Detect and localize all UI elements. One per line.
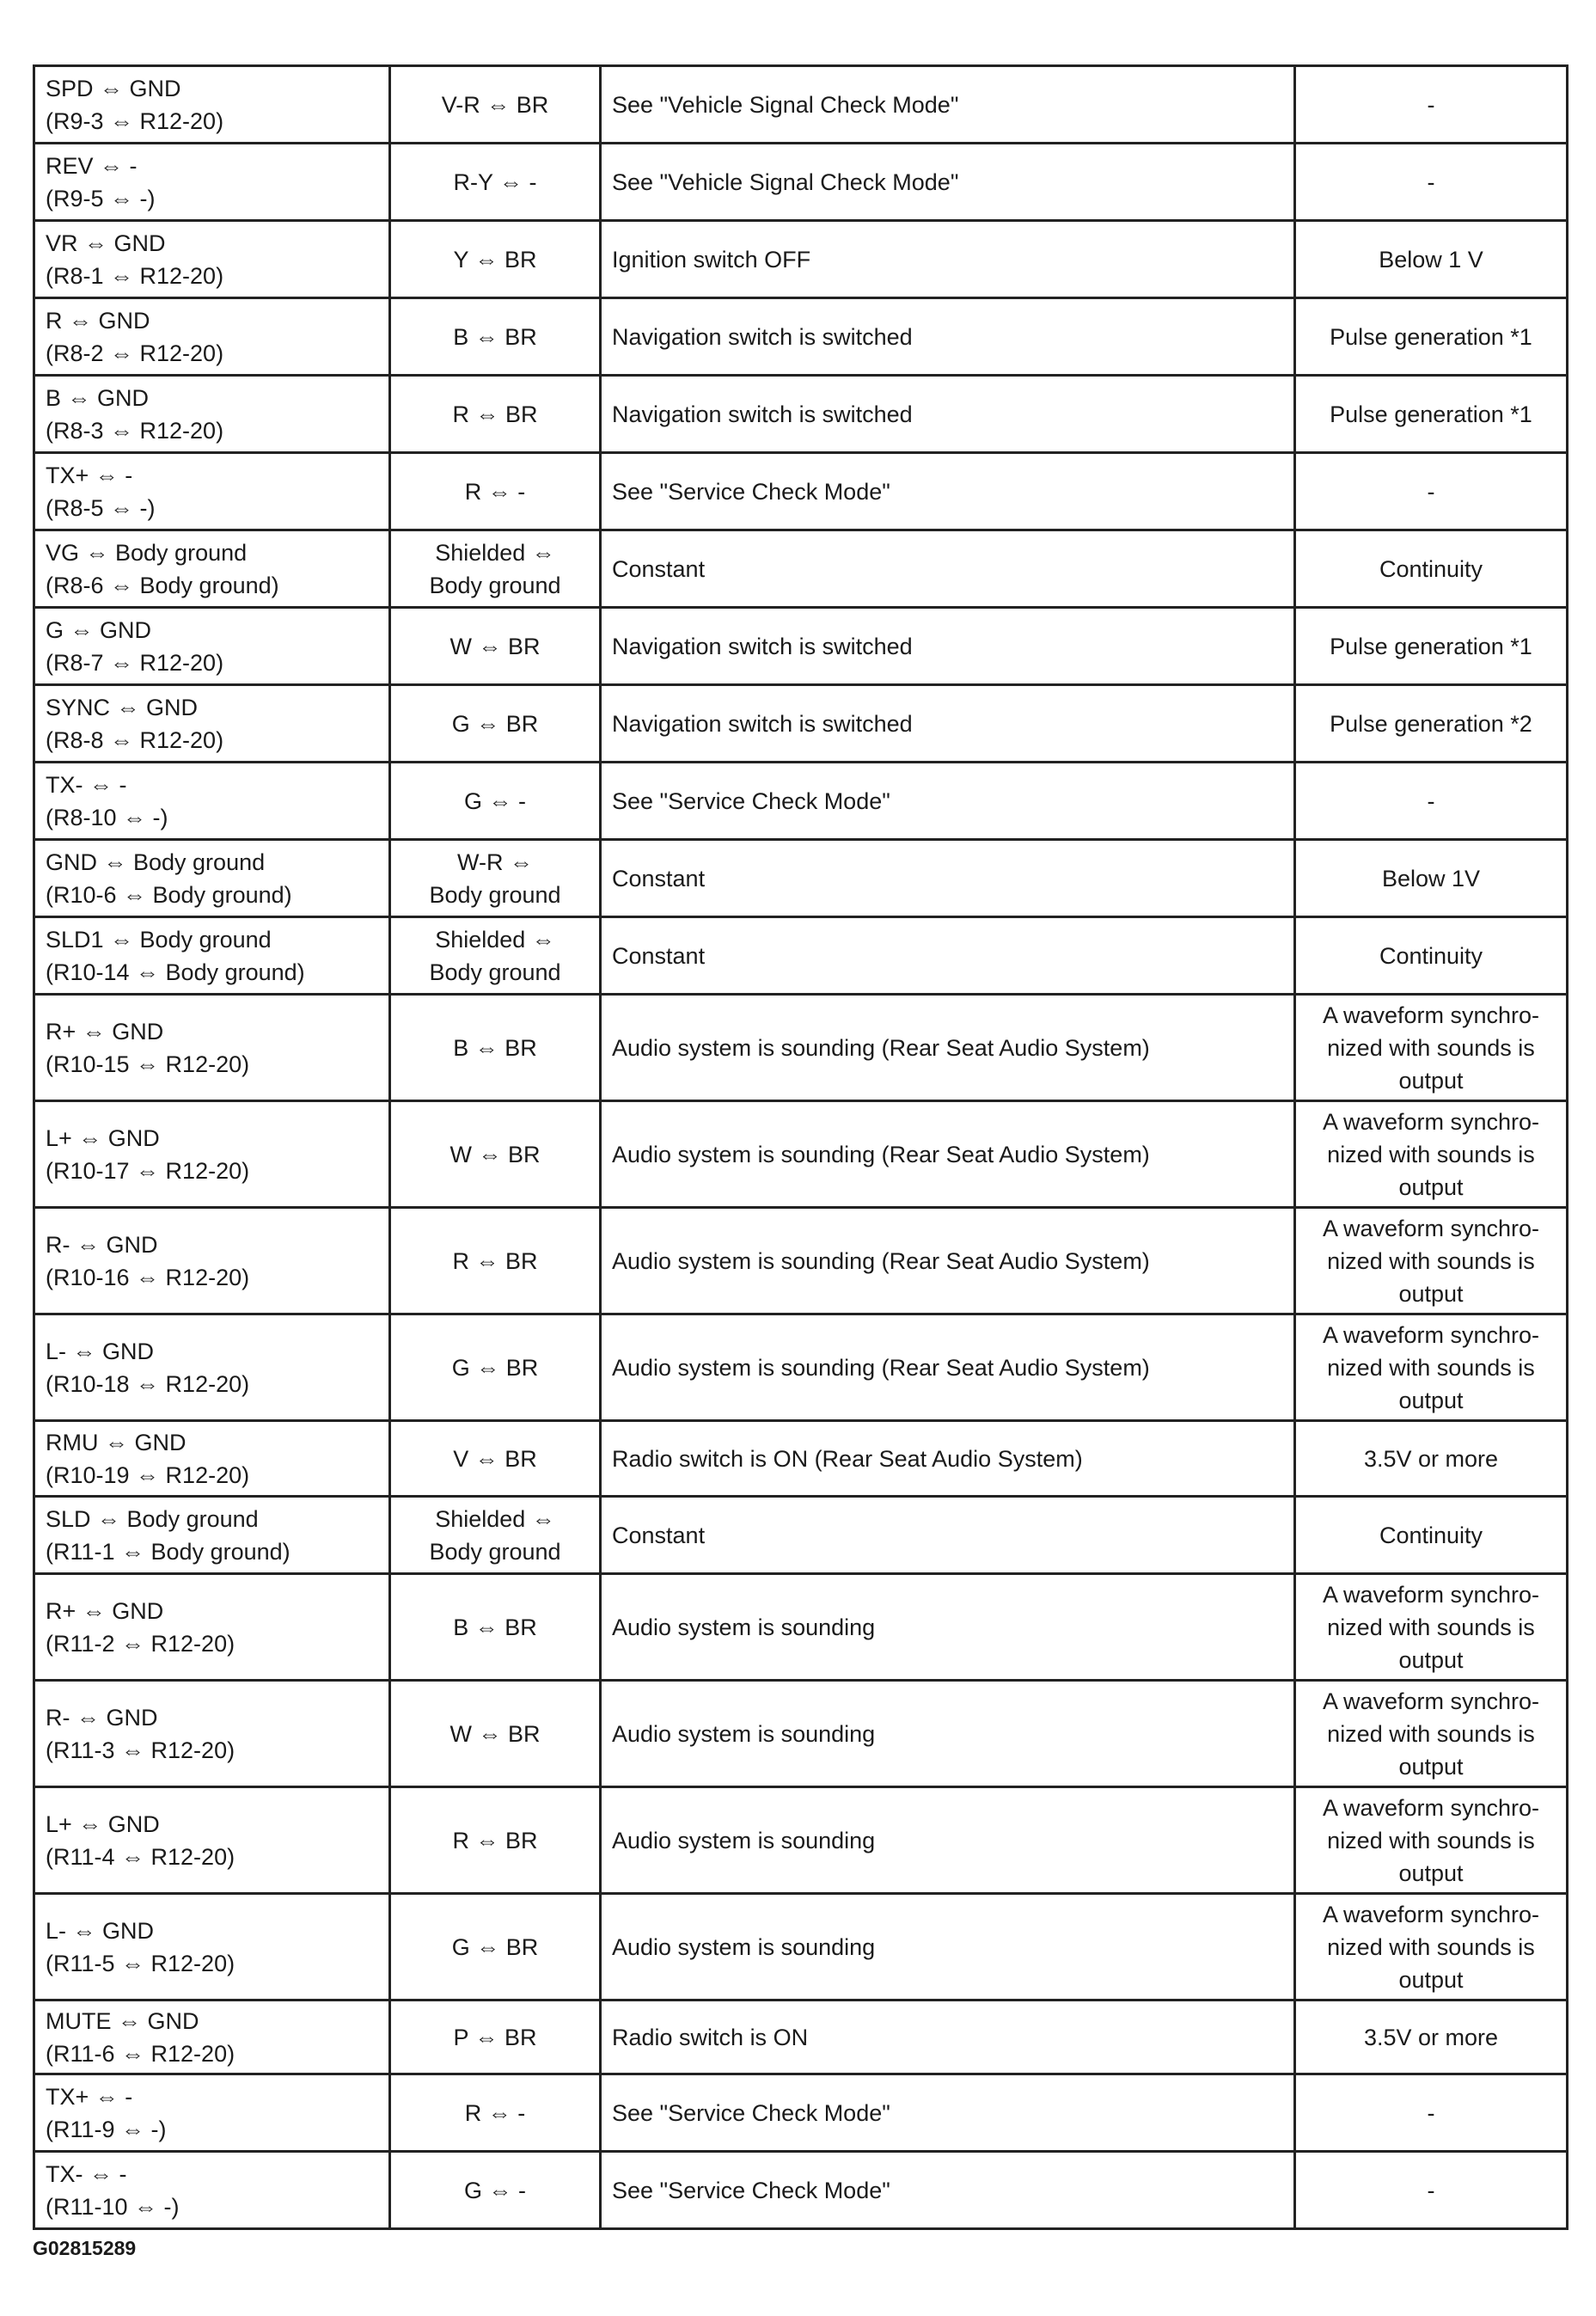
terminal-cell-line: REV ⇔ - (46, 152, 138, 179)
wiring-color-cell (390, 144, 601, 221)
wiring-color-cell (390, 763, 601, 840)
specified-condition-cell (1295, 1574, 1568, 1681)
condition-cell-line: Audio system is sounding (Rear Seat Audio System) (612, 1354, 1150, 1381)
terminal-cell (34, 608, 390, 685)
condition-cell-line: Audio system is sounding (612, 1614, 876, 1640)
specified-condition-cell-line: output (1398, 1753, 1464, 1780)
specified-condition-cell (1295, 221, 1568, 298)
terminal-cell-line: SYNC ⇔ GND (46, 694, 199, 720)
wiring-color-cell (390, 1787, 601, 1894)
terminal-cell (34, 2000, 390, 2074)
condition-cell-line: See "Service Check Mode" (612, 478, 890, 505)
specified-condition-cell-line: - (1427, 91, 1435, 118)
terminal-cell (34, 1787, 390, 1894)
specified-condition-cell-line: Below 1V (1381, 865, 1481, 891)
wiring-color-cell (390, 917, 601, 995)
specified-condition-cell (1295, 685, 1568, 763)
table-row (34, 2000, 1568, 2074)
terminal-cell-line: G ⇔ GND (46, 616, 152, 643)
wiring-color-cell-line: Shielded ⇔ (435, 1505, 555, 1532)
specified-condition-cell-line: Pulse generation *1 (1330, 633, 1532, 659)
terminal-cell-line: L- ⇔ GND (46, 1338, 155, 1364)
terminal-cell-line: (R10-16 ⇔ R12-20) (46, 1264, 250, 1290)
specified-condition-cell-line: output (1398, 1966, 1464, 1993)
terminal-cell-line: B ⇔ GND (46, 384, 150, 411)
table-row (34, 763, 1568, 840)
figure-code: G02815289 (33, 2237, 137, 2259)
specified-condition-cell-line: output (1398, 1280, 1464, 1307)
terminal-cell (34, 685, 390, 763)
wiring-color-cell (390, 840, 601, 917)
wiring-color-cell-line: V ⇔ BR (453, 1445, 537, 1472)
specified-condition-cell (1295, 376, 1568, 453)
wiring-color-cell-line: W ⇔ BR (449, 1720, 541, 1747)
wiring-color-cell (390, 298, 601, 376)
wiring-color-cell (390, 376, 601, 453)
specified-condition-cell (1295, 917, 1568, 995)
wiring-color-cell-line: G ⇔ - (464, 787, 526, 814)
wiring-color-cell-line: R ⇔ BR (452, 1827, 538, 1853)
wiring-color-cell-line: G ⇔ BR (451, 710, 539, 737)
terminal-cell-line: SLD1 ⇔ Body ground (46, 926, 272, 953)
terminal-cell-line: (R11-6 ⇔ R12-20) (46, 2040, 235, 2067)
condition-cell (601, 1314, 1295, 1421)
terminal-cell-line: L+ ⇔ GND (46, 1124, 160, 1151)
condition-cell-line: Audio system is sounding (Rear Seat Audio System) (612, 1141, 1150, 1167)
specified-condition-cell-line: Pulse generation *1 (1330, 323, 1532, 350)
wiring-color-cell (390, 1421, 601, 1497)
wiring-color-cell (390, 1574, 601, 1681)
specified-condition-cell-line: A waveform synchro- (1322, 1688, 1540, 1714)
terminal-cell-line: R+ ⇔ GND (46, 1597, 164, 1624)
terminal-cell-line: (R8-6 ⇔ Body ground) (46, 572, 279, 598)
table-row (34, 1894, 1568, 2000)
terminal-cell-line: (R8-2 ⇔ R12-20) (46, 340, 224, 366)
table-row (34, 1497, 1568, 1574)
wiring-color-cell-line: W ⇔ BR (449, 1141, 541, 1167)
terminal-cell-line: (R8-10 ⇔ -) (46, 804, 168, 830)
terminal-cell (34, 1574, 390, 1681)
specified-condition-cell-line: A waveform synchro- (1322, 1901, 1540, 1927)
condition-cell-line: Navigation switch is switched (612, 401, 913, 427)
terminal-cell-line: RMU ⇔ GND (46, 1429, 187, 1455)
condition-cell (601, 840, 1295, 917)
terminal-cell-line: (R10-18 ⇔ R12-20) (46, 1370, 250, 1397)
table-row (34, 2152, 1568, 2229)
terminal-cell-line: (R10-17 ⇔ R12-20) (46, 1157, 250, 1184)
wiring-color-cell-line: R ⇔ BR (452, 1247, 538, 1274)
condition-cell (601, 298, 1295, 376)
condition-cell (601, 995, 1295, 1101)
wiring-color-cell-line: Shielded ⇔ (435, 926, 555, 953)
condition-cell-line: Audio system is sounding (Rear Seat Audio System) (612, 1247, 1150, 1274)
specified-condition-cell-line: nized with sounds is (1327, 1720, 1535, 1747)
condition-cell-line: Constant (612, 942, 706, 969)
table-row (34, 1314, 1568, 1421)
condition-cell-line: See "Service Check Mode" (612, 2099, 890, 2126)
specified-condition-cell-line: nized with sounds is (1327, 1614, 1535, 1640)
terminal-cell (34, 763, 390, 840)
condition-cell (601, 144, 1295, 221)
wiring-color-cell (390, 685, 601, 763)
condition-cell (601, 1421, 1295, 1497)
specified-condition-cell (1295, 144, 1568, 221)
specified-condition-cell-line: nized with sounds is (1327, 1354, 1535, 1381)
terminal-cell-line: (R10-19 ⇔ R12-20) (46, 1461, 250, 1488)
specified-condition-cell-line: Pulse generation *1 (1330, 401, 1532, 427)
wiring-color-cell (390, 221, 601, 298)
wiring-color-cell (390, 530, 601, 608)
wiring-color-cell (390, 66, 601, 144)
wiring-color-cell-line: Y ⇔ BR (453, 246, 537, 273)
wiring-color-cell-line: B ⇔ BR (453, 1614, 537, 1640)
specified-condition-cell-line: - (1427, 2177, 1435, 2203)
condition-cell-line: See "Vehicle Signal Check Mode" (612, 168, 959, 195)
table-row (34, 1681, 1568, 1787)
terminal-spec-sheet (33, 64, 1568, 2230)
table-row (34, 685, 1568, 763)
terminal-cell (34, 1101, 390, 1208)
terminal-cell (34, 995, 390, 1101)
terminal-cell (34, 1208, 390, 1314)
terminal-cell (34, 1894, 390, 2000)
specified-condition-cell (1295, 1208, 1568, 1314)
condition-cell (601, 1101, 1295, 1208)
specified-condition-cell-line: nized with sounds is (1327, 1933, 1535, 1960)
condition-cell (601, 763, 1295, 840)
specified-condition-cell (1295, 1101, 1568, 1208)
specified-condition-cell-line: output (1398, 1860, 1464, 1886)
terminal-cell-line: (R11-1 ⇔ Body ground) (46, 1538, 290, 1565)
wiring-color-cell-line: Body ground (429, 1538, 561, 1565)
condition-cell (601, 221, 1295, 298)
terminal-cell (34, 66, 390, 144)
table-row (34, 530, 1568, 608)
specified-condition-cell-line: nized with sounds is (1327, 1827, 1535, 1853)
terminal-spec-table-body (34, 66, 1568, 2229)
terminal-cell (34, 221, 390, 298)
wiring-color-cell (390, 995, 601, 1101)
wiring-color-cell-line: P ⇔ BR (453, 2024, 537, 2050)
terminal-cell-line: (R9-3 ⇔ R12-20) (46, 107, 224, 134)
terminal-cell-line: MUTE ⇔ GND (46, 2007, 199, 2034)
specified-condition-cell (1295, 2152, 1568, 2229)
condition-cell (601, 1787, 1295, 1894)
specified-condition-cell-line: nized with sounds is (1327, 1247, 1535, 1274)
specified-condition-cell (1295, 995, 1568, 1101)
condition-cell (601, 66, 1295, 144)
terminal-cell (34, 1497, 390, 1574)
table-row (34, 1574, 1568, 1681)
wiring-color-cell (390, 2152, 601, 2229)
condition-cell-line: Constant (612, 1522, 706, 1548)
condition-cell-line: Navigation switch is switched (612, 633, 913, 659)
specified-condition-cell-line: A waveform synchro- (1322, 1108, 1540, 1135)
table-row (34, 608, 1568, 685)
specified-condition-cell (1295, 530, 1568, 608)
condition-cell-line: Navigation switch is switched (612, 323, 913, 350)
specified-condition-cell-line: - (1427, 787, 1435, 814)
terminal-cell (34, 376, 390, 453)
condition-cell-line: Radio switch is ON (612, 2024, 809, 2050)
wiring-color-cell-line: W ⇔ BR (449, 633, 541, 659)
specified-condition-cell (1295, 1314, 1568, 1421)
specified-condition-cell-line: 3.5V or more (1363, 1445, 1499, 1472)
specified-condition-cell-line: Continuity (1379, 1522, 1483, 1548)
terminal-cell-line: TX+ ⇔ - (46, 462, 133, 488)
specified-condition-cell-line: A waveform synchro- (1322, 1002, 1540, 1028)
terminal-cell-line: (R10-15 ⇔ R12-20) (46, 1051, 250, 1077)
terminal-cell-line: R+ ⇔ GND (46, 1018, 164, 1045)
specified-condition-cell-line: 3.5V or more (1363, 2024, 1499, 2050)
terminal-cell (34, 2152, 390, 2229)
table-row (34, 917, 1568, 995)
specified-condition-cell (1295, 298, 1568, 376)
wiring-color-cell (390, 453, 601, 530)
table-row (34, 1101, 1568, 1208)
condition-cell (601, 685, 1295, 763)
specified-condition-cell (1295, 66, 1568, 144)
terminal-cell (34, 1314, 390, 1421)
specified-condition-cell-line: A waveform synchro- (1322, 1794, 1540, 1821)
condition-cell (601, 2000, 1295, 2074)
condition-cell-line: Audio system is sounding (612, 1933, 876, 1960)
condition-cell-line: Navigation switch is switched (612, 710, 913, 737)
wiring-color-cell (390, 1497, 601, 1574)
terminal-cell-line: (R10-6 ⇔ Body ground) (46, 881, 292, 908)
specified-condition-cell (1295, 453, 1568, 530)
terminal-cell-line: (R8-3 ⇔ R12-20) (46, 417, 224, 444)
wiring-color-cell-line: R ⇔ - (464, 2099, 526, 2126)
specified-condition-cell-line: Pulse generation *2 (1330, 710, 1532, 737)
terminal-cell-line: L- ⇔ GND (46, 1917, 155, 1944)
table-row (34, 1208, 1568, 1314)
terminal-cell-line: (R8-5 ⇔ -) (46, 494, 156, 521)
condition-cell-line: Audio system is sounding (612, 1720, 876, 1747)
condition-cell (601, 1208, 1295, 1314)
table-row (34, 66, 1568, 144)
specified-condition-cell-line: output (1398, 1173, 1464, 1200)
condition-cell-line: Audio system is sounding (612, 1827, 876, 1853)
specified-condition-cell (1295, 2074, 1568, 2152)
wiring-color-cell-line: W-R ⇔ (457, 849, 533, 875)
specified-condition-cell-line: output (1398, 1067, 1464, 1094)
condition-cell (601, 1497, 1295, 1574)
specified-condition-cell-line: A waveform synchro- (1322, 1581, 1540, 1608)
terminal-cell (34, 530, 390, 608)
wiring-color-cell-line: G ⇔ BR (451, 1933, 539, 1960)
wiring-color-cell (390, 1101, 601, 1208)
table-row (34, 2074, 1568, 2152)
condition-cell (601, 2074, 1295, 2152)
terminal-cell (34, 917, 390, 995)
condition-cell-line: See "Service Check Mode" (612, 787, 890, 814)
specified-condition-cell-line: - (1427, 478, 1435, 505)
specified-condition-cell-line: - (1427, 2099, 1435, 2126)
condition-cell (601, 917, 1295, 995)
specified-condition-cell (1295, 1497, 1568, 1574)
wiring-color-cell-line: G ⇔ BR (451, 1354, 539, 1381)
wiring-color-cell-line: Body ground (429, 572, 561, 598)
terminal-cell (34, 1681, 390, 1787)
specified-condition-cell-line: A waveform synchro- (1322, 1215, 1540, 1241)
specified-condition-cell-line: A waveform synchro- (1322, 1321, 1540, 1348)
specified-condition-cell (1295, 1787, 1568, 1894)
specified-condition-cell-line: Below 1 V (1379, 246, 1483, 273)
terminal-cell (34, 453, 390, 530)
condition-cell (601, 530, 1295, 608)
terminal-cell-line: (R11-5 ⇔ R12-20) (46, 1950, 235, 1976)
terminal-cell-line: (R11-10 ⇔ -) (46, 2193, 180, 2220)
specified-condition-cell (1295, 840, 1568, 917)
condition-cell-line: Audio system is sounding (Rear Seat Audio System) (612, 1034, 1150, 1061)
wiring-color-cell (390, 608, 601, 685)
terminal-cell-line: (R11-9 ⇔ -) (46, 2116, 167, 2142)
terminal-cell (34, 144, 390, 221)
wiring-color-cell-line: G ⇔ - (464, 2177, 526, 2203)
terminal-cell-line: (R10-14 ⇔ Body ground) (46, 959, 305, 985)
wiring-color-cell-line: B ⇔ BR (453, 323, 537, 350)
terminal-spec-table (33, 64, 1568, 2230)
terminal-cell-line: (R11-2 ⇔ R12-20) (46, 1630, 235, 1657)
table-row (34, 840, 1568, 917)
terminal-cell-line: R ⇔ GND (46, 307, 150, 334)
condition-cell (601, 2152, 1295, 2229)
wiring-color-cell-line: R ⇔ - (464, 478, 526, 505)
specified-condition-cell-line: - (1427, 168, 1435, 195)
wiring-color-cell-line: V-R ⇔ BR (441, 91, 549, 118)
condition-cell-line: See "Service Check Mode" (612, 2177, 890, 2203)
wiring-color-cell (390, 2074, 601, 2152)
condition-cell-line: Ignition switch OFF (612, 246, 811, 273)
terminal-cell-line: GND ⇔ Body ground (46, 849, 266, 875)
condition-cell-line: Radio switch is ON (Rear Seat Audio System) (612, 1445, 1083, 1472)
terminal-cell (34, 2074, 390, 2152)
terminal-cell-line: (R11-4 ⇔ R12-20) (46, 1843, 235, 1870)
condition-cell-line: Constant (612, 555, 706, 582)
specified-condition-cell (1295, 1894, 1568, 2000)
terminal-cell-line: (R8-7 ⇔ R12-20) (46, 649, 224, 676)
specified-condition-cell (1295, 608, 1568, 685)
terminal-cell-line: R- ⇔ GND (46, 1231, 158, 1258)
specified-condition-cell-line: output (1398, 1387, 1464, 1413)
condition-cell-line: Constant (612, 865, 706, 891)
table-row (34, 1421, 1568, 1497)
specified-condition-cell (1295, 1421, 1568, 1497)
wiring-color-cell (390, 1208, 601, 1314)
terminal-cell-line: SLD ⇔ Body ground (46, 1505, 259, 1532)
table-row (34, 144, 1568, 221)
terminal-cell-line: R- ⇔ GND (46, 1704, 158, 1731)
wiring-color-cell (390, 1681, 601, 1787)
specified-condition-cell-line: output (1398, 1646, 1464, 1673)
specified-condition-cell (1295, 2000, 1568, 2074)
table-row (34, 453, 1568, 530)
wiring-color-cell-line: Shielded ⇔ (435, 539, 555, 566)
terminal-cell-line: VR ⇔ GND (46, 230, 166, 256)
condition-cell (601, 1681, 1295, 1787)
terminal-cell-line: TX- ⇔ - (46, 771, 127, 798)
table-row (34, 376, 1568, 453)
terminal-cell-line: L+ ⇔ GND (46, 1811, 160, 1837)
terminal-cell (34, 1421, 390, 1497)
condition-cell-line: See "Vehicle Signal Check Mode" (612, 91, 959, 118)
condition-cell (601, 608, 1295, 685)
terminal-cell-line: SPD ⇔ GND (46, 75, 181, 101)
table-row (34, 298, 1568, 376)
table-row (34, 221, 1568, 298)
condition-cell (601, 453, 1295, 530)
wiring-color-cell (390, 1314, 601, 1421)
terminal-cell-line: (R8-1 ⇔ R12-20) (46, 262, 224, 289)
terminal-cell-line: (R8-8 ⇔ R12-20) (46, 726, 224, 753)
terminal-cell-line: (R11-3 ⇔ R12-20) (46, 1737, 235, 1763)
terminal-cell-line: (R9-5 ⇔ -) (46, 185, 156, 211)
table-row (34, 995, 1568, 1101)
wiring-color-cell (390, 1894, 601, 2000)
wiring-color-cell-line: R ⇔ BR (452, 401, 538, 427)
condition-cell (601, 1574, 1295, 1681)
terminal-cell-line: TX+ ⇔ - (46, 2083, 133, 2110)
specified-condition-cell-line: nized with sounds is (1327, 1034, 1535, 1061)
specified-condition-cell-line: Continuity (1379, 942, 1483, 969)
wiring-color-cell-line: B ⇔ BR (453, 1034, 537, 1061)
condition-cell (601, 1894, 1295, 2000)
specified-condition-cell-line: Continuity (1379, 555, 1483, 582)
wiring-color-cell-line: R-Y ⇔ - (453, 168, 537, 195)
wiring-color-cell (390, 2000, 601, 2074)
specified-condition-cell (1295, 763, 1568, 840)
terminal-cell (34, 840, 390, 917)
condition-cell (601, 376, 1295, 453)
terminal-cell-line: TX- ⇔ - (46, 2160, 127, 2187)
wiring-color-cell-line: Body ground (429, 959, 561, 985)
terminal-cell (34, 298, 390, 376)
terminal-cell-line: VG ⇔ Body ground (46, 539, 248, 566)
wiring-color-cell-line: Body ground (429, 881, 561, 908)
specified-condition-cell (1295, 1681, 1568, 1787)
specified-condition-cell-line: nized with sounds is (1327, 1141, 1535, 1167)
table-row (34, 1787, 1568, 1894)
